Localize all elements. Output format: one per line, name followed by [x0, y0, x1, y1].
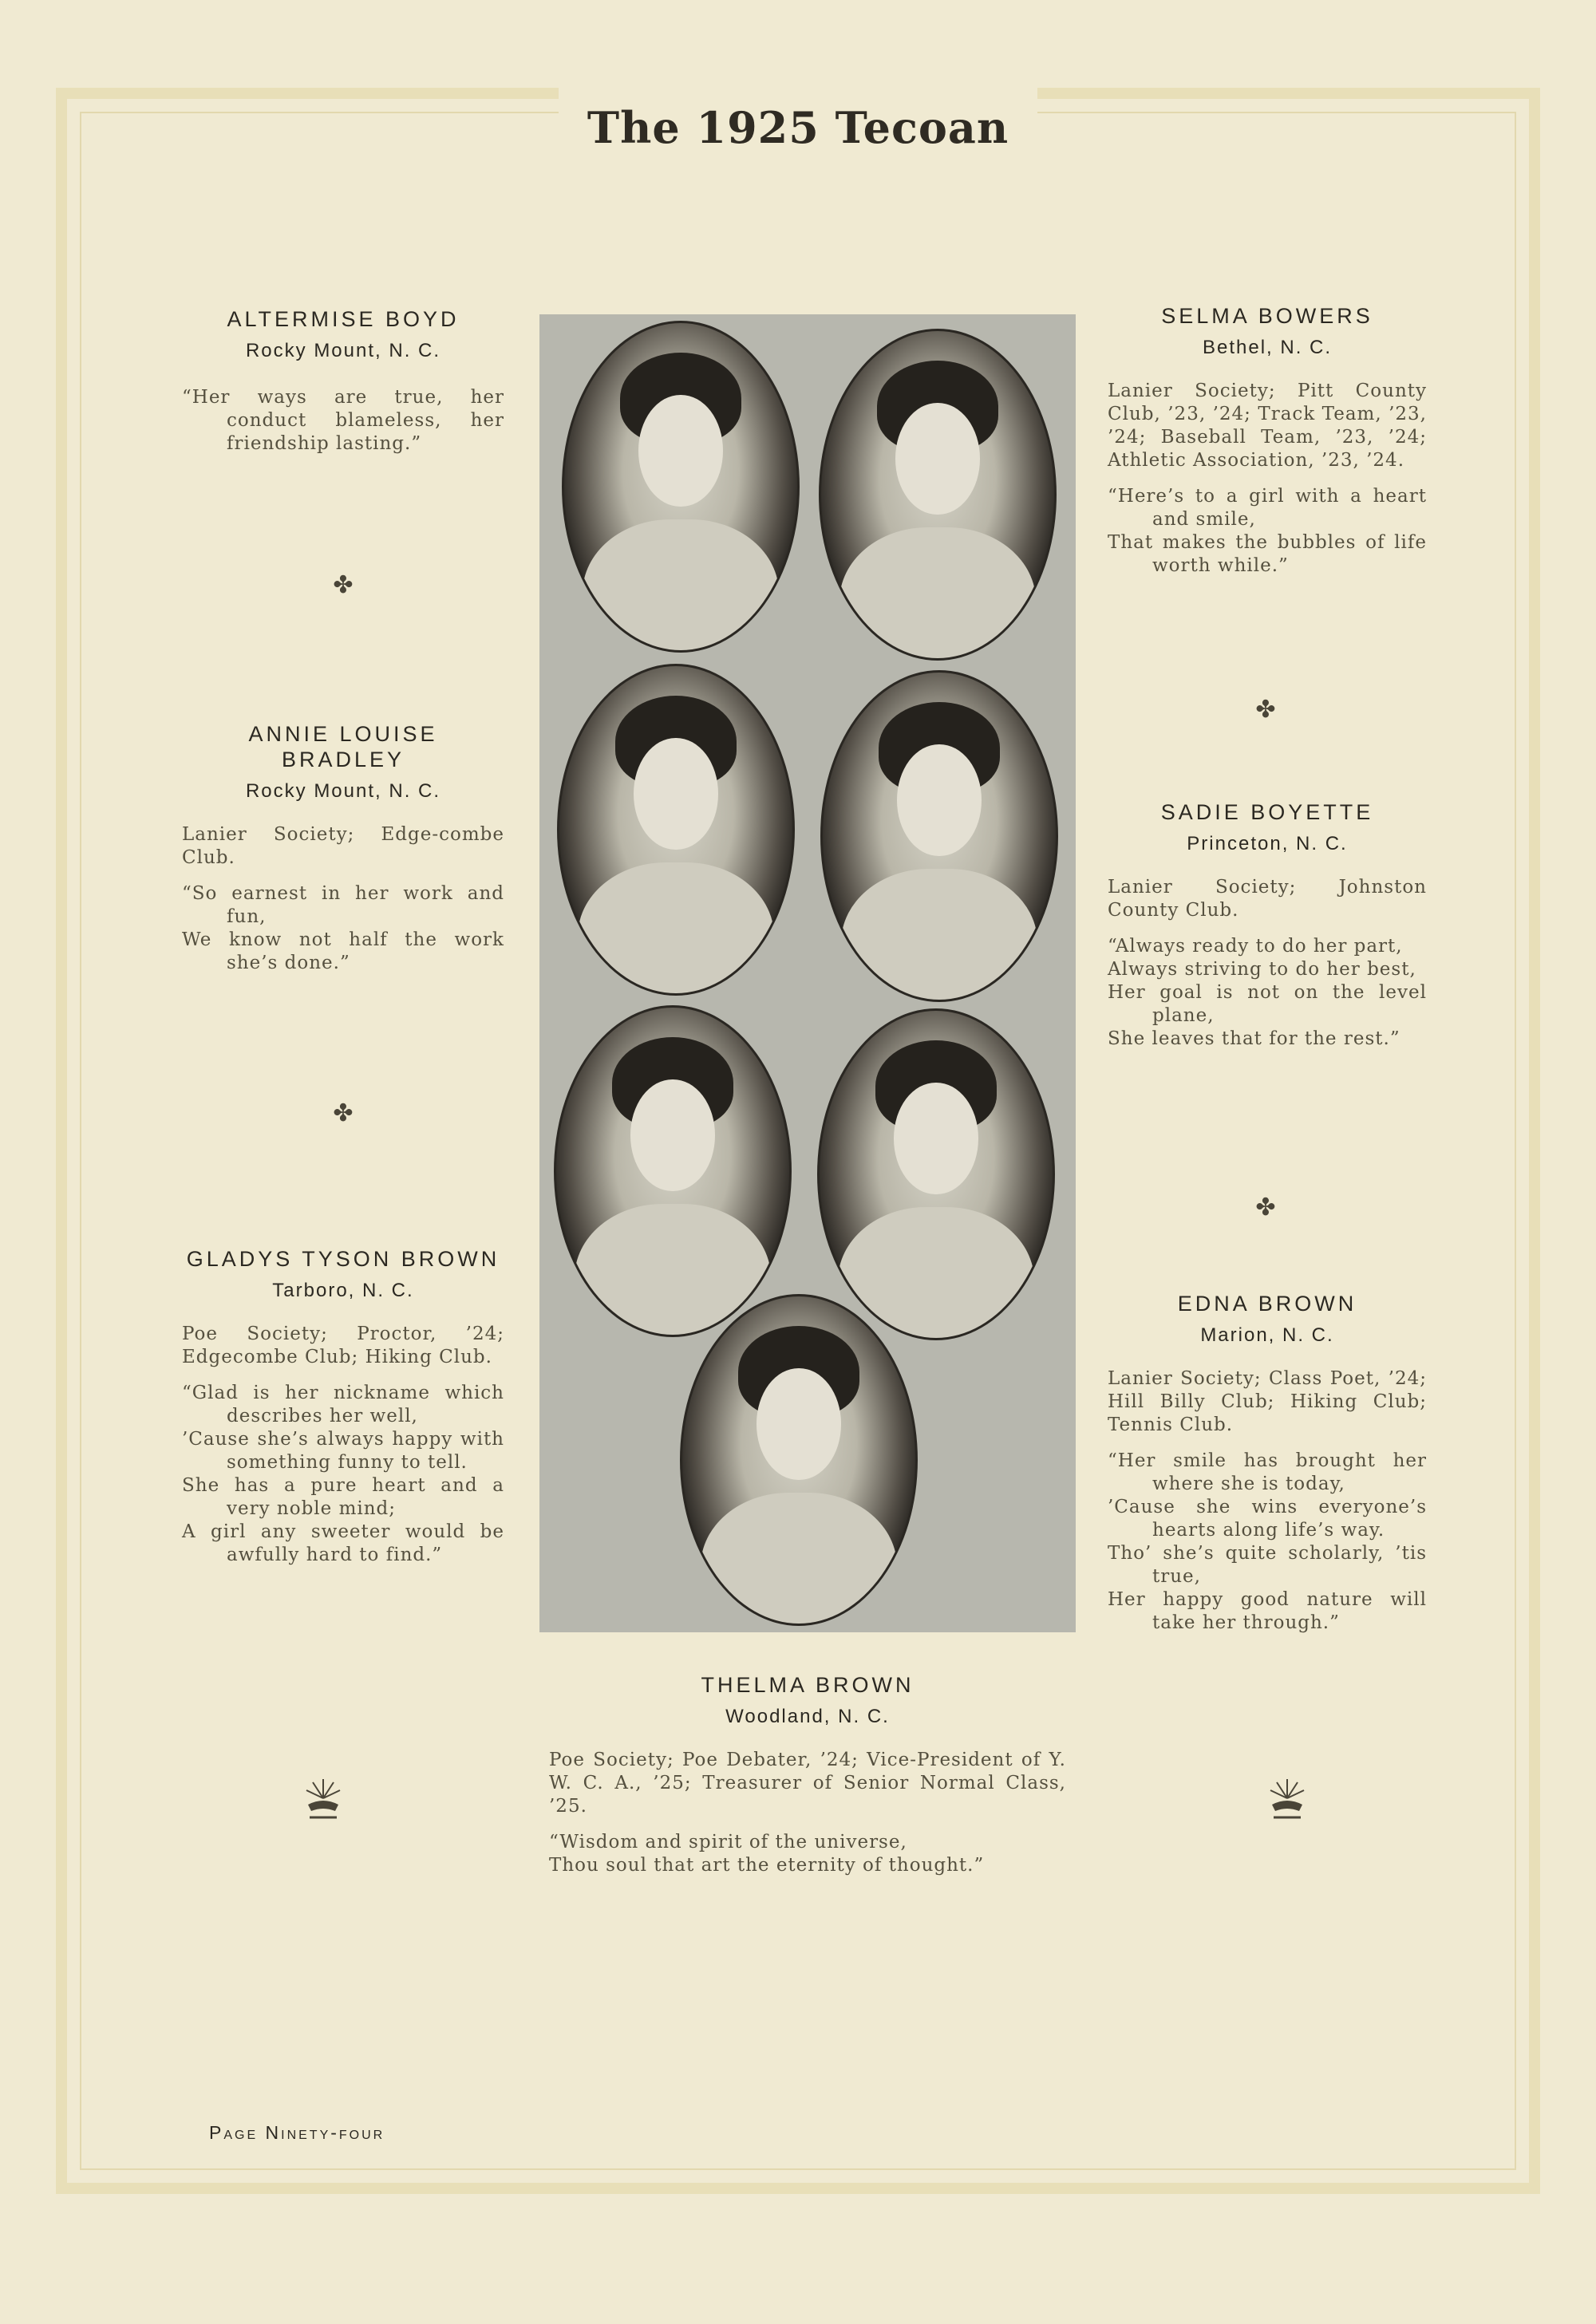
entry-altermise-boyd — [182, 306, 504, 456]
entry-selma-bowers — [1108, 303, 1427, 578]
quote-line: Her happy good nature will take her through.” — [1108, 1589, 1427, 1633]
running-title: The 1925 Tecoan — [587, 102, 1009, 153]
portrait-gladys-tyson-brown — [554, 1005, 792, 1337]
student-town: Rocky Mount, N. C. — [245, 340, 441, 361]
quote-line: Tho’ she’s quite scholarly, ’tis true, — [1108, 1543, 1427, 1587]
student-town: Tarboro, N. C. — [272, 1280, 414, 1301]
student-activities: Lanier Society; Johnston County Club. — [1108, 877, 1427, 921]
quote-line: ’Cause she’s always happy with something funny to tell. — [182, 1429, 504, 1473]
portrait-altermise-boyd — [562, 321, 800, 653]
student-name: EDNA BROWN — [1177, 1292, 1357, 1316]
student-town: Rocky Mount, N. C. — [245, 780, 441, 802]
student-quote — [1108, 485, 1427, 578]
student-town: Woodland, N. C. — [725, 1706, 890, 1727]
student-activities: Poe Society; Poe Debater, ’24; Vice-President of Y. W. C. A., ’25; Treasurer of Senior Normal Class, ’25. — [549, 1750, 1066, 1817]
quote-line: ’Cause she wins everyone’s hearts along life’s way. — [1108, 1497, 1427, 1541]
student-quote — [182, 386, 504, 456]
quote-line: She leaves that for the rest.” — [1108, 1028, 1400, 1049]
student-name: ANNIE LOUISE BRADLEY — [248, 722, 438, 771]
fleuron-ornament: ✤ — [333, 1099, 354, 1127]
quote-line: “Her smile has brought her where she is today, — [1108, 1450, 1427, 1494]
student-town: Princeton, N. C. — [1187, 833, 1348, 854]
quote-line: That makes the bubbles of life worth while.” — [1108, 532, 1427, 576]
quote-line: “Wisdom and spirit of the universe, — [549, 1832, 907, 1852]
quote-line: She has a pure heart and a very noble mind; — [182, 1475, 504, 1519]
entry-thelma-brown — [549, 1672, 1066, 1877]
student-quote — [549, 1831, 1066, 1877]
student-activities: Lanier Society; Pitt County Club, ’23, ’24; Track Team, ’23, ’24; Baseball Team, ’23, ’24; Athletic Association, ’23, ’24. — [1108, 381, 1427, 471]
page-number-footer: Page Ninety-four — [209, 2122, 385, 2143]
portrait-thelma-brown — [680, 1294, 918, 1626]
quote-line: We know not half the work she’s done.” — [182, 929, 504, 973]
student-quote — [182, 1382, 504, 1567]
portrait-selma-bowers — [819, 329, 1057, 661]
student-activities: Poe Society; Proctor, ’24; Edgecombe Club; Hiking Club. — [182, 1324, 504, 1367]
fleuron-ornament: ✤ — [333, 571, 354, 599]
portrait-annie-louise-bradley — [557, 664, 795, 996]
student-name: ALTERMISE BOYD — [227, 307, 460, 331]
student-town: Marion, N. C. — [1200, 1324, 1334, 1346]
student-name: SELMA BOWERS — [1161, 304, 1373, 328]
entry-gladys-tyson-brown — [182, 1246, 504, 1567]
portrait-edna-brown — [817, 1008, 1055, 1340]
quote-line: “Always ready to do her part, — [1108, 936, 1403, 957]
fleuron-ornament: ✤ — [1255, 1194, 1276, 1221]
sunburst-icon — [1267, 1776, 1307, 1824]
student-name: GLADYS TYSON BROWN — [186, 1247, 500, 1271]
entry-edna-brown — [1108, 1291, 1427, 1635]
quote-line: A girl any sweeter would be awfully hard to find.” — [182, 1521, 504, 1565]
quote-line: “Her ways are true, her conduct blameless, her friendship lasting.” — [182, 387, 504, 454]
quote-line: Thou soul that art the eternity of thought.” — [549, 1855, 985, 1876]
student-activities: Lanier Society; Class Poet, ’24; Hill Billy Club; Hiking Club; Tennis Club. — [1108, 1368, 1427, 1435]
quote-line: Always striving to do her best, — [1108, 959, 1416, 980]
portrait-panel — [539, 314, 1076, 1632]
quote-line: Her goal is not on the level plane, — [1108, 982, 1427, 1026]
student-town: Bethel, N. C. — [1202, 337, 1333, 358]
sunburst-icon — [303, 1776, 343, 1824]
entry-annie-louise-bradley — [182, 721, 504, 975]
student-quote — [182, 882, 504, 975]
student-quote — [1108, 935, 1427, 1051]
fleuron-ornament: ✤ — [1255, 696, 1276, 724]
quote-line: “Here’s to a girl with a heart and smile, — [1108, 486, 1427, 530]
student-name: SADIE BOYETTE — [1160, 800, 1374, 824]
portrait-sadie-boyette — [820, 670, 1058, 1002]
quote-line: “Glad is her nickname which describes her well, — [182, 1383, 504, 1426]
entry-sadie-boyette — [1108, 799, 1427, 1051]
quote-line: “So earnest in her work and fun, — [182, 883, 504, 927]
student-quote — [1108, 1450, 1427, 1635]
student-activities: Lanier Society; Edge-combe Club. — [182, 824, 504, 868]
student-name: THELMA BROWN — [701, 1673, 915, 1697]
